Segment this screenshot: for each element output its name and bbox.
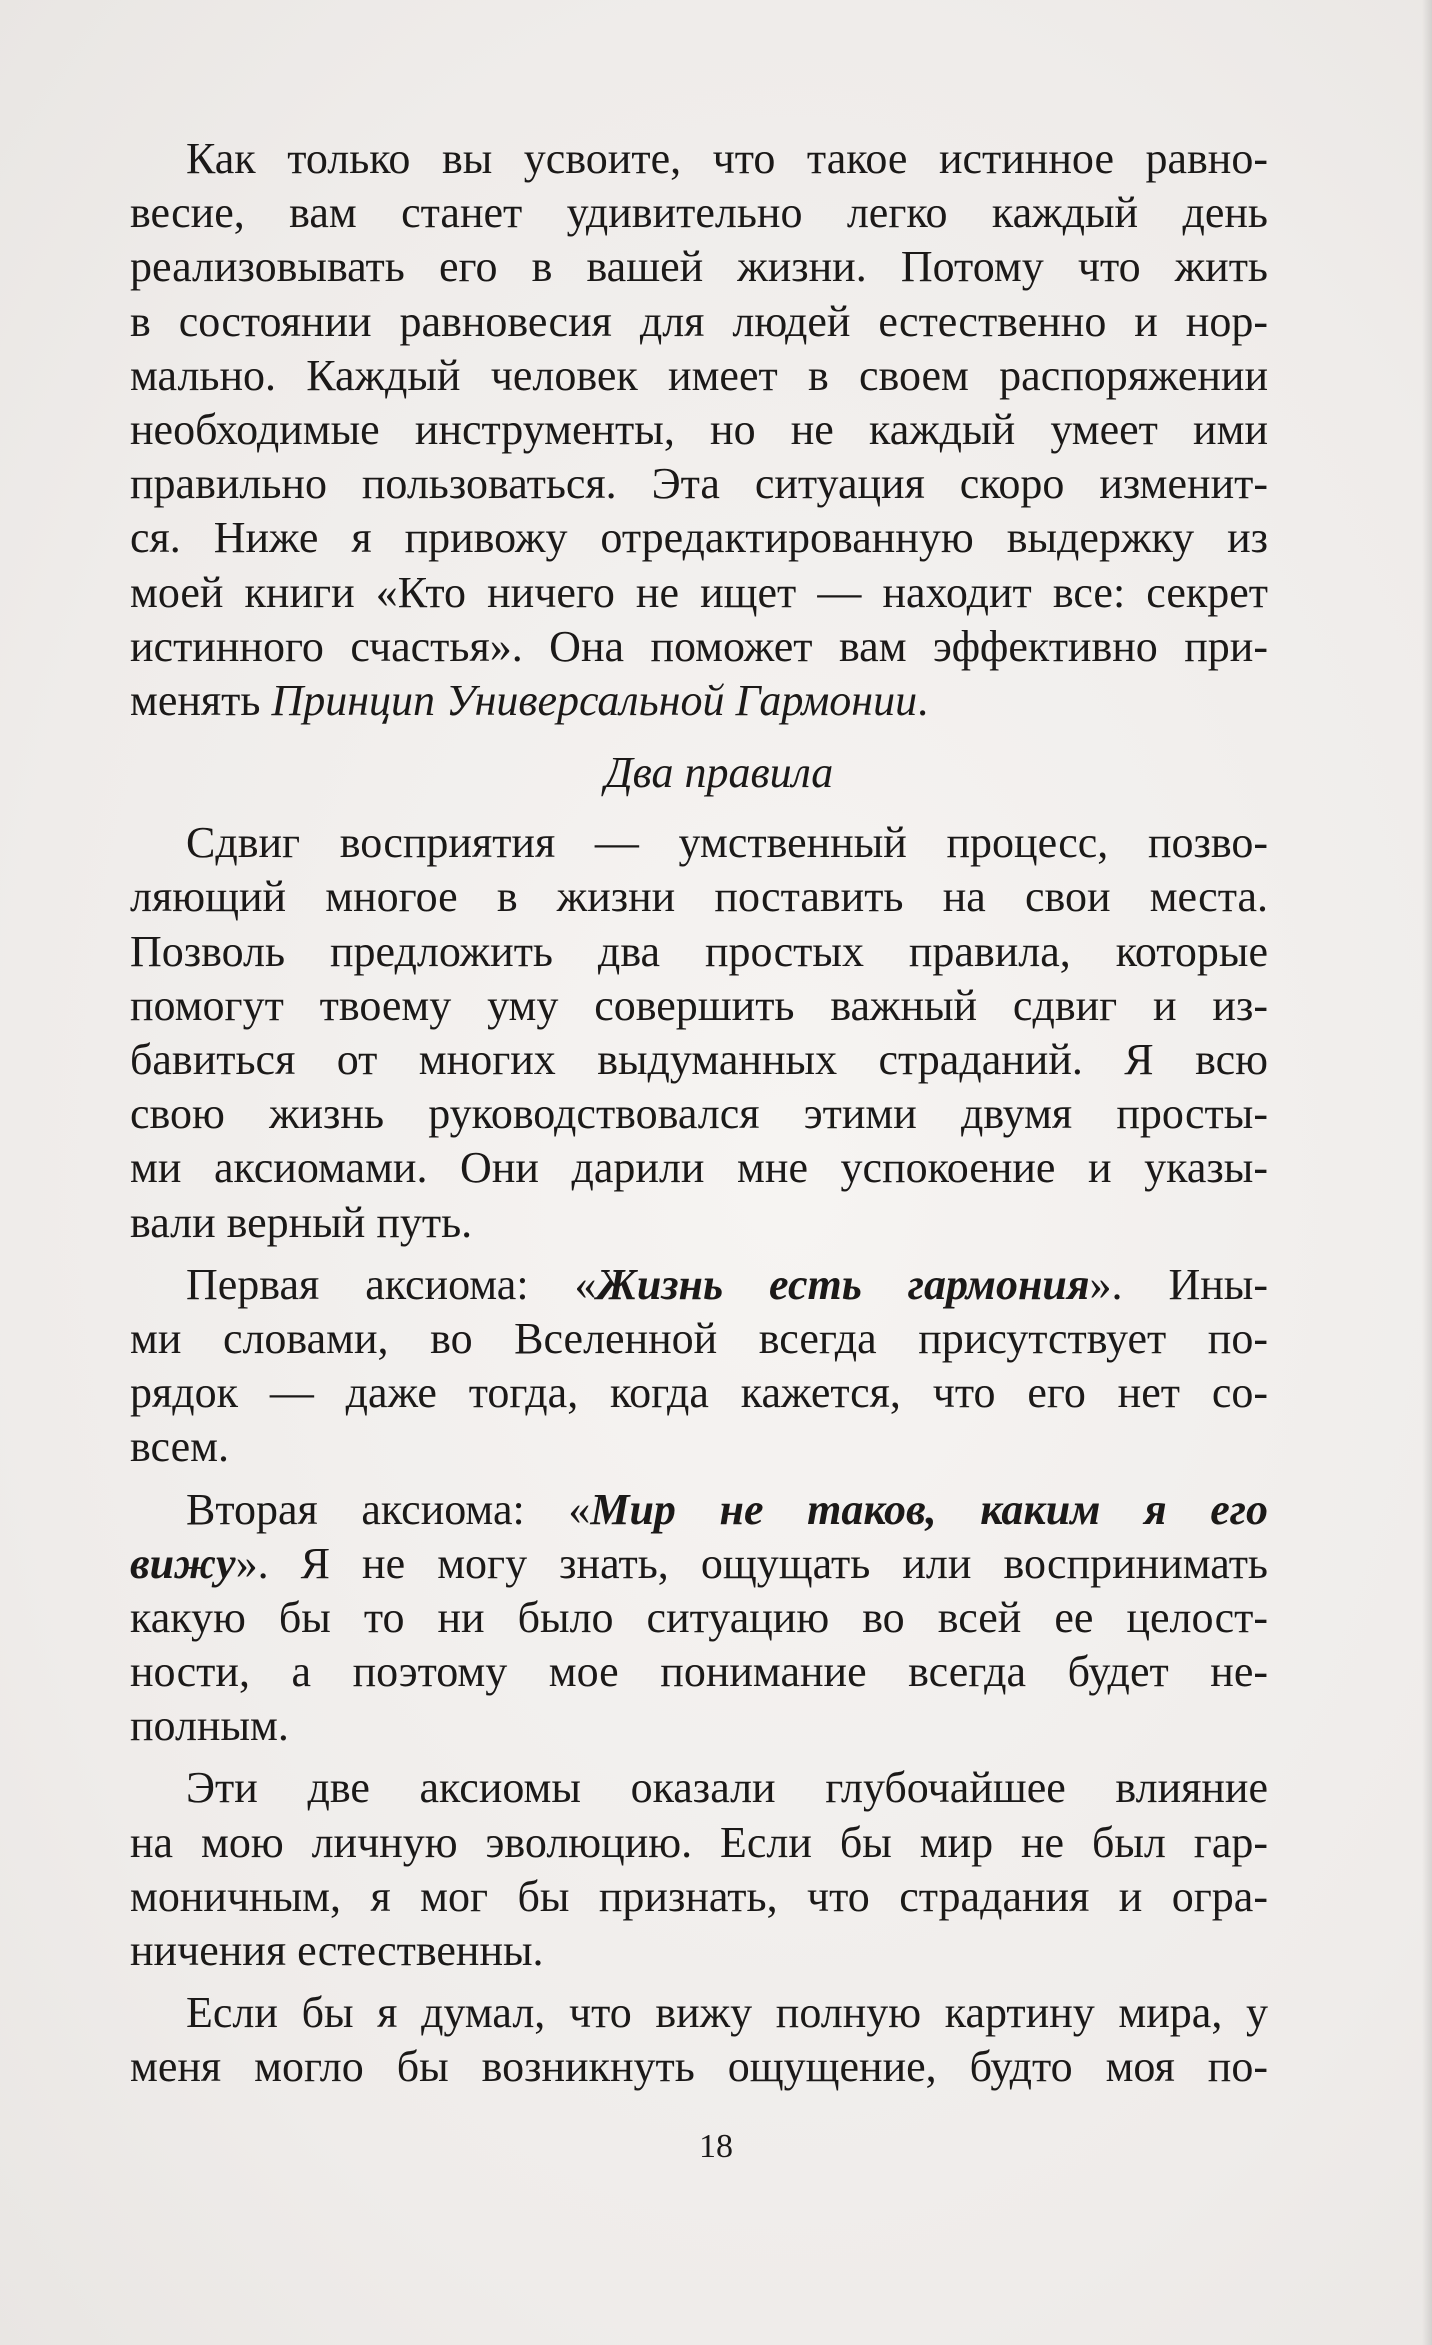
paragraph-1-line: реализовывать его в вашей жизни. Потому что жить xyxy=(130,242,1268,292)
paragraph-1-line: ся. Ниже я привожу отредактированную выдержку из xyxy=(130,513,1268,563)
paragraph-1-line: моей книги «Кто ничего не ищет — находит все: секрет xyxy=(130,567,1268,617)
paragraph-1-last-suffix: . xyxy=(917,675,929,725)
paragraph-1-line: истинного счастья». Она поможет вам эффективно при- xyxy=(130,621,1268,671)
paragraph-2-line: помогут твоему уму совершить важный сдвиг и из- xyxy=(130,980,1268,1030)
paragraph-3-line xyxy=(130,1258,1268,1312)
paragraph-4-line xyxy=(130,1537,1268,1591)
paragraph-4-line: какую бы то ни было ситуацию во всей ее целост- xyxy=(130,1592,1268,1642)
paragraph-1-line: в состоянии равновесия для людей естественно и нор- xyxy=(130,296,1268,346)
axiom-2-text: Мир не таков, каким я его xyxy=(590,1484,1268,1534)
paragraph-1-line: мально. Каждый человек имеет в своем распоряжении xyxy=(130,350,1268,400)
paragraph-2-last-line: вали верный путь. xyxy=(130,1197,473,1247)
paragraph-3-last-line: всем. xyxy=(130,1422,229,1472)
paragraph-2-line: бавиться от многих выдуманных страданий. Я всю xyxy=(130,1035,1268,1084)
paragraph-4-line xyxy=(130,1483,1268,1537)
paragraph-1-line: правильно пользоваться. Эта ситуация скоро изменит- xyxy=(130,459,1268,509)
paragraph-2-line: Позволь предложить два простых правила, которые xyxy=(130,926,1268,976)
paragraph-1-line: Как только вы усвоите, что такое истинное равно- xyxy=(186,134,1268,183)
paragraph-2-line: свою жизнь руководствовался этими двумя просты- xyxy=(130,1089,1268,1139)
paragraph-3-line: ми словами, во Вселенной всегда присутствует по- xyxy=(130,1313,1268,1363)
paragraph-2-line: ми аксиомами. Они дарили мне успокоение и указы- xyxy=(130,1143,1268,1193)
paragraph-5-line: на мою личную эволюцию. Если бы мир не был гар- xyxy=(130,1817,1268,1867)
paragraph-5-last-line: ничения естественны. xyxy=(130,1926,544,1975)
axiom-1-prefix: Первая аксиома: « xyxy=(186,1259,597,1309)
axiom-2-prefix: Вторая аксиома: « xyxy=(186,1484,591,1534)
paragraph-4-last-line: полным. xyxy=(130,1701,289,1751)
body-text xyxy=(130,132,1268,2095)
paragraph-5-line: Эти две аксиомы оказали глубочайшее влияние xyxy=(186,1763,1268,1813)
paragraph-6-line: меня могло бы возникнуть ощущение, будто моя по- xyxy=(130,2042,1268,2092)
axiom-2-text-cont: вижу xyxy=(130,1538,236,1588)
paragraph-4-line: ности, а поэтому мое понимание всегда будет не- xyxy=(130,1647,1268,1697)
paragraph-2-line: ляющий многое в жизни поставить на свои места. xyxy=(130,872,1268,922)
paragraph-3-line: рядок — даже тогда, когда кажется, что его нет со- xyxy=(130,1368,1268,1418)
axiom-2-suffix: ». Я не могу знать, ощущать или воспринимать xyxy=(235,1538,1268,1588)
paragraph-1-last-line xyxy=(130,674,1268,728)
axiom-1-suffix: ». Ины- xyxy=(1089,1259,1268,1309)
paragraph-1-line: необходимые инструменты, но не каждый умеет ими xyxy=(130,404,1268,454)
page-number: 18 xyxy=(699,2128,733,2165)
paragraph-1-last-prefix: менять xyxy=(130,675,272,725)
paragraph-2-line: Сдвиг восприятия — умственный процесс, позво- xyxy=(186,818,1268,868)
principle-name-italic: Принцип Универсальной Гармонии xyxy=(271,675,918,725)
paragraph-5-line: моничным, я мог бы признать, что страдания и огра- xyxy=(130,1871,1268,1921)
page-edge-shadow xyxy=(1422,0,1432,2345)
paragraph-1-line: весие, вам станет удивительно легко каждый день xyxy=(130,188,1268,238)
section-heading: Два правила xyxy=(604,748,834,798)
paragraph-6-line: Если бы я думал, что вижу полную картину мира, у xyxy=(186,1988,1268,2038)
axiom-1-text: Жизнь есть гармония xyxy=(596,1259,1090,1309)
